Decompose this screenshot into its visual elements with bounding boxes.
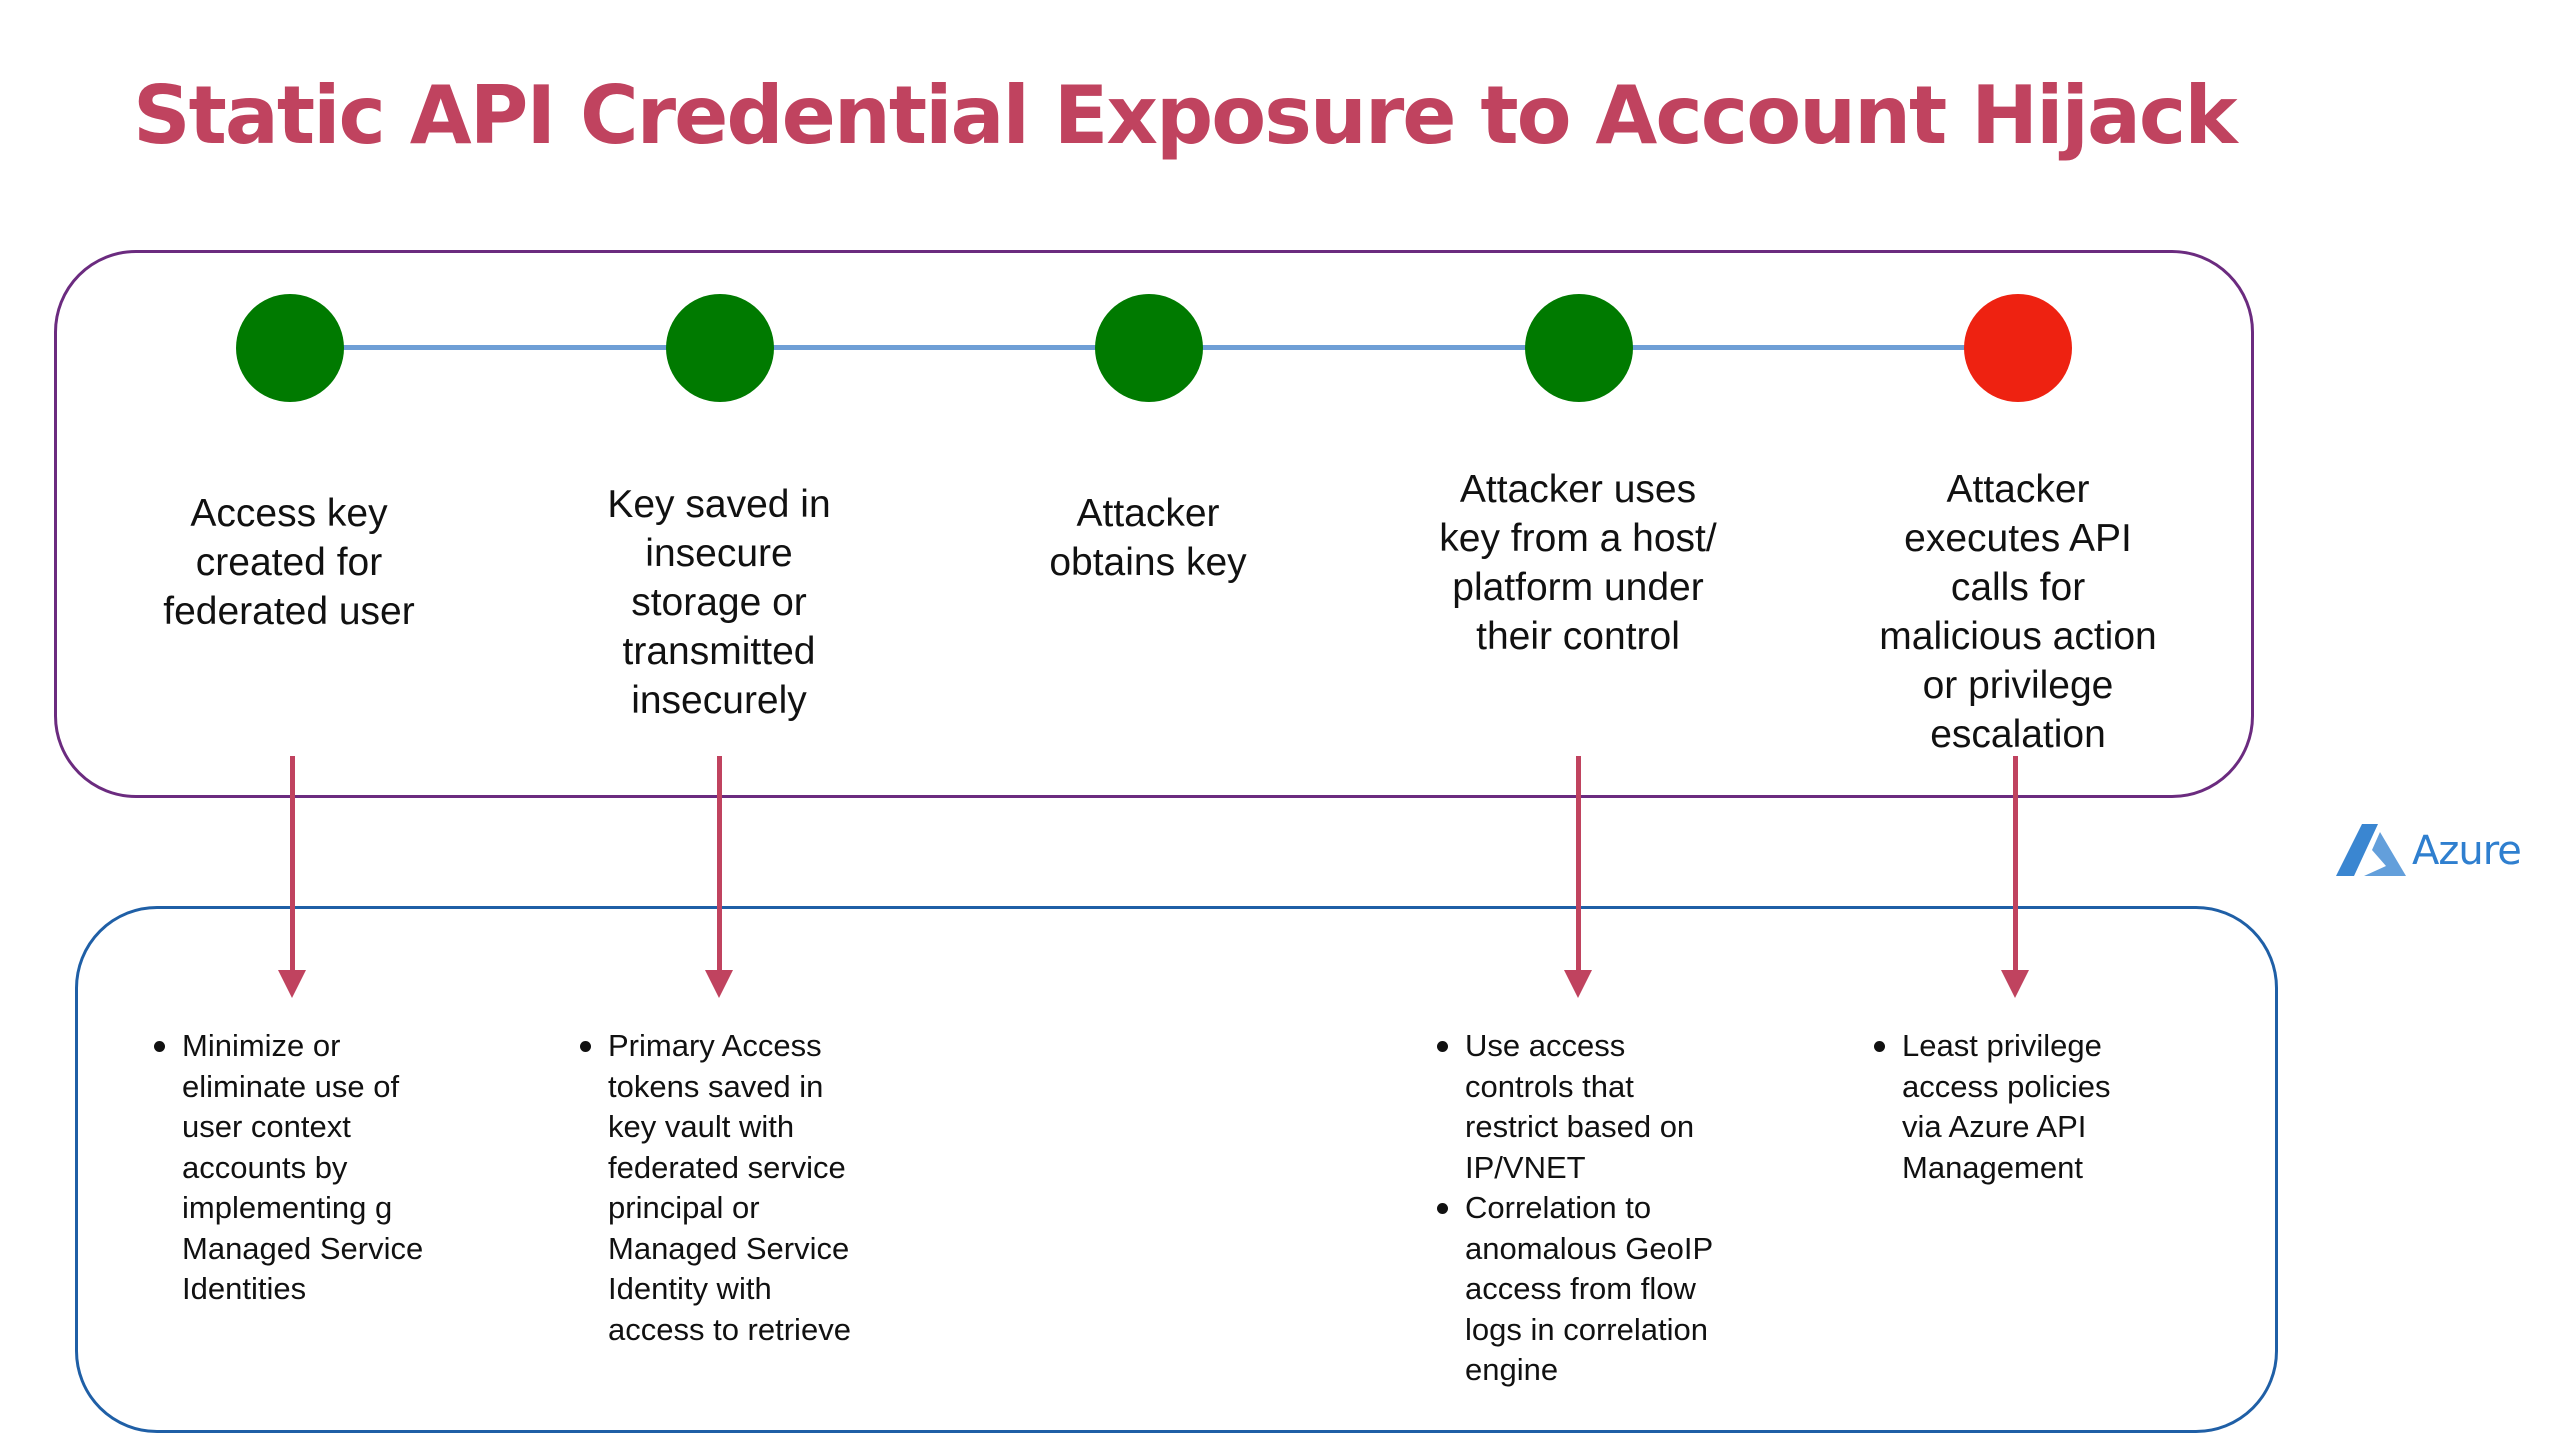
step-5-arrowhead [2001, 970, 2029, 998]
mitigation-item: Primary Access tokens saved in key vault with federated service principal or Managed Service Identity with access to retrieve [578, 1026, 918, 1350]
mitigation-item: Minimize or eliminate use of user context accounts by implementing g Managed Service Identities [152, 1026, 482, 1310]
step-5-label: Attacker executes API calls for malicious action or privilege escalation [1879, 468, 2157, 756]
step-4-label: Attacker uses key from a host/ platform under their control [1439, 468, 1717, 658]
mitigation-item: Use access controls that restrict based on IP/VNET [1435, 1026, 1775, 1188]
step-5-mitigations [1872, 1026, 2192, 1188]
step-4-node [1525, 294, 1633, 402]
step-1-mitigations [152, 1026, 482, 1310]
step-1-arrowhead [278, 970, 306, 998]
step-1-label: Access key created for federated user [163, 492, 415, 633]
step-1-node [236, 294, 344, 402]
page-title: Static API Credential Exposure to Account Hijack [133, 69, 2236, 162]
step-2-mitigations [578, 1026, 918, 1350]
step-4-arrowhead [1564, 970, 1592, 998]
step-4-mitigations [1435, 1026, 1775, 1391]
azure-logo-text: Azure [2412, 828, 2521, 874]
step-2-arrowhead [705, 970, 733, 998]
azure-logo-icon [2334, 822, 2408, 880]
step-2-node [666, 294, 774, 402]
step-4-arrow [1576, 756, 1581, 976]
azure-logo [2334, 822, 2521, 880]
mitigation-item: Least privilege access policies via Azure API Management [1872, 1026, 2192, 1188]
mitigation-item: Correlation to anomalous GeoIP access from flow logs in correlation engine [1435, 1188, 1775, 1391]
step-5-node [1964, 294, 2072, 402]
step-3-node [1095, 294, 1203, 402]
step-2-arrow [717, 756, 722, 976]
step-1-arrow [290, 756, 295, 976]
step-3-label: Attacker obtains key [1049, 492, 1247, 584]
step-5-arrow [2013, 756, 2018, 976]
step-2-label: Key saved in insecure storage or transmitted insecurely [607, 483, 831, 722]
